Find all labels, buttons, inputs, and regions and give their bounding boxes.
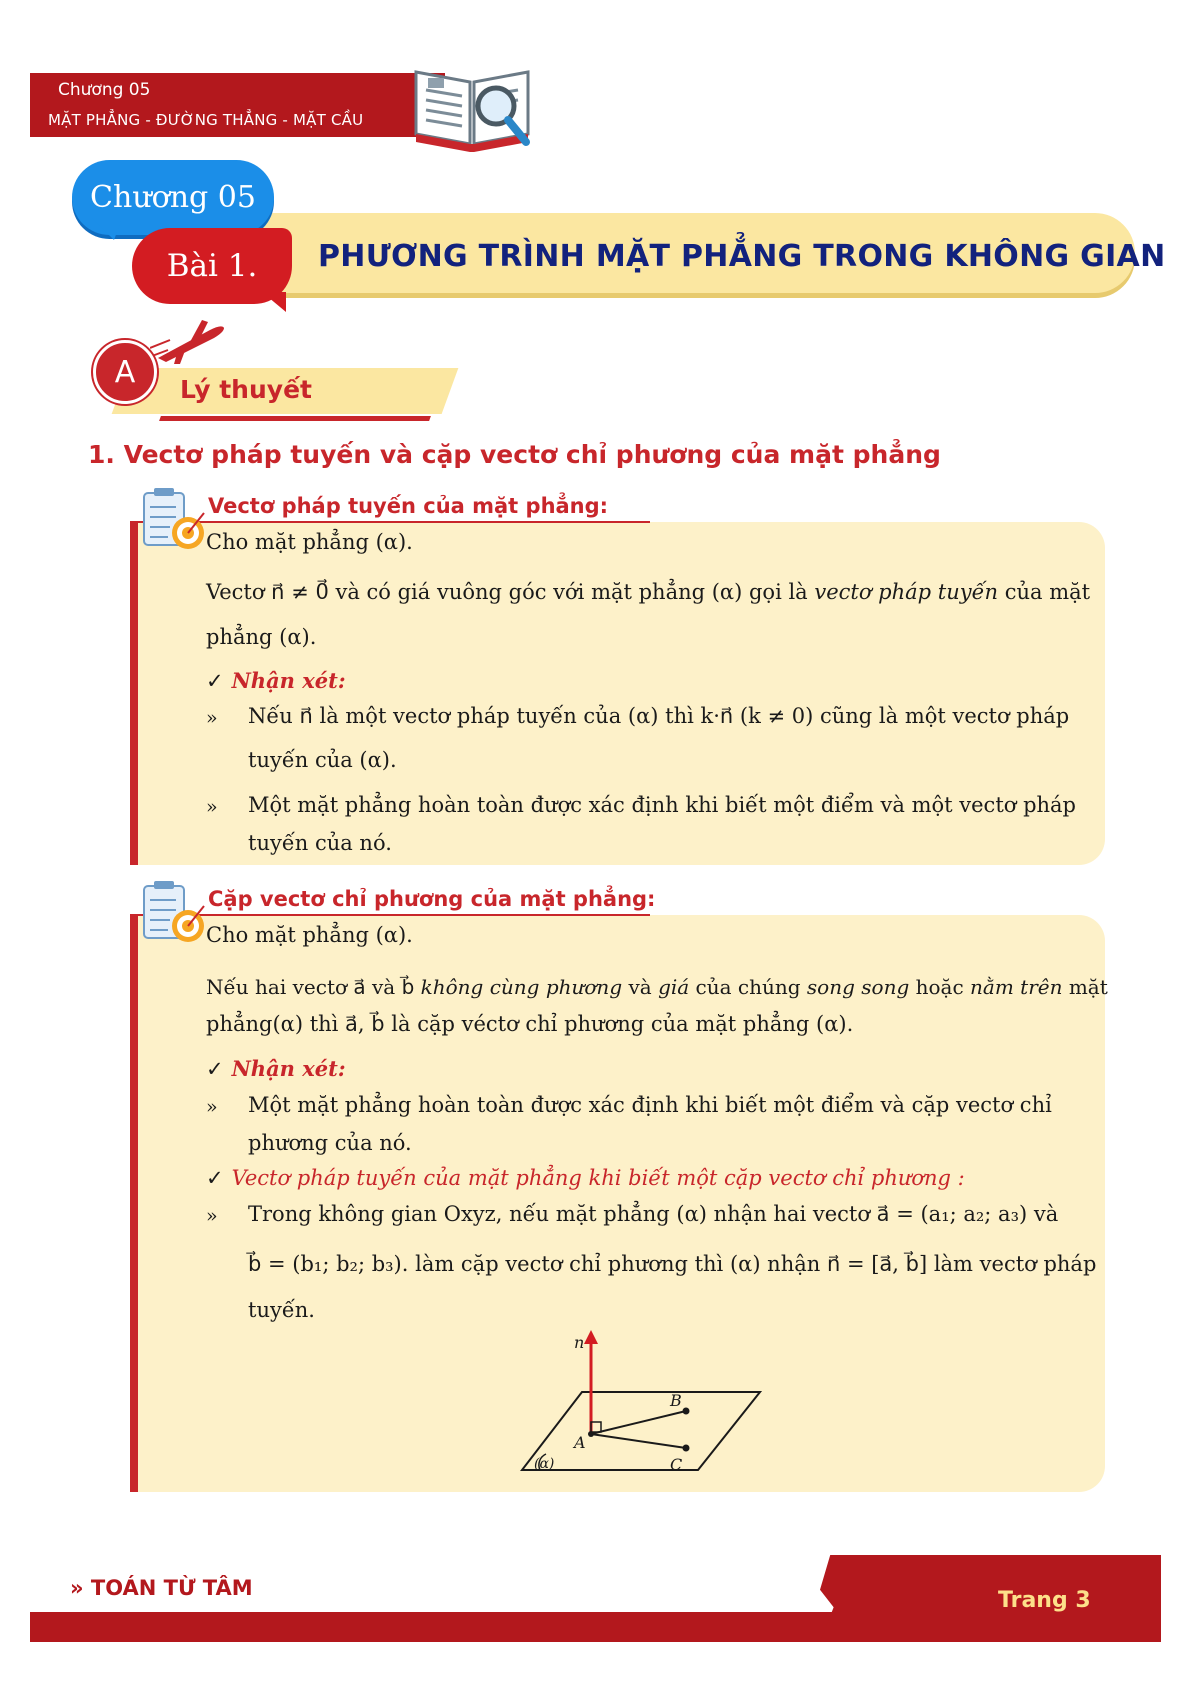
checklist-target-icon (140, 878, 208, 948)
box1-bullet1-line2: tuyến của (α). (248, 748, 397, 772)
lesson-badge: Bài 1. (132, 228, 292, 304)
footer-brand: » TOÁN TỪ TÂM (70, 1576, 253, 1600)
subsection-title: 1. Vectơ pháp tuyến và cặp vectơ chỉ phương của mặt phẳng (88, 440, 941, 469)
footer-page-tab (820, 1555, 1161, 1642)
checklist-target-icon (140, 485, 208, 555)
section-title: Lý thuyết (180, 375, 312, 404)
figure-label-c: C (670, 1455, 683, 1474)
header-topic: MẶT PHẲNG - ĐƯỜNG THẲNG - MẶT CẦU (48, 111, 364, 129)
lesson-badge-tail (262, 292, 286, 312)
box2-normal-vector-label: ✓ Vectơ pháp tuyến của mặt phẳng khi biết một cặp vectơ chỉ phương : (206, 1166, 965, 1190)
box2-bullet2-line3: tuyến. (248, 1298, 315, 1322)
box2-remark-label: ✓ Nhận xét: (206, 1056, 346, 1081)
box-headline-rule (130, 914, 650, 916)
chapter-badge: Chương 05 (72, 160, 274, 235)
lesson-title: PHƯƠNG TRÌNH MẶT PHẲNG TRONG KHÔNG GIAN (318, 239, 1166, 274)
plane-normal-figure (520, 1330, 780, 1490)
box1-bullet1-line1: Nếu n⃗ là một vectơ pháp tuyến của (α) thì k·n⃗ (k ≠ 0) cũng là một vectơ pháp (248, 704, 1070, 728)
airplane-icon (150, 318, 230, 368)
box1-remark-label: ✓ Nhận xét: (206, 668, 346, 693)
bullet-marker: » (206, 796, 218, 818)
box2-definition-line2: phẳng(α) thì a⃗, b⃗ là cặp véctơ chỉ phương của mặt phẳng (α). (206, 1012, 854, 1036)
figure-label-alpha: (α) (534, 1456, 555, 1472)
header-chapter: Chương 05 (58, 80, 151, 100)
bullet-marker: » (206, 1096, 218, 1118)
box2-bullet2-line2: b⃗ = (b₁; b₂; b₃). làm cặp vectơ chỉ phương thì (α) nhận n⃗ = [a⃗, b⃗] làm vectơ pháp (248, 1252, 1097, 1276)
figure-label-a: A (574, 1433, 586, 1452)
box-headline-rule (130, 521, 650, 523)
box1-bullet2-line2: tuyến của nó. (248, 831, 392, 855)
bullet-marker: » (206, 1205, 218, 1227)
section-stripe (159, 416, 431, 421)
book-magnifier-icon (408, 52, 538, 152)
box2-definition-line1: Nếu hai vectơ a⃗ và b⃗ không cùng phương và giá của chúng song song hoặc nằm trên mặt (206, 975, 1108, 999)
page-number: Trang 3 (998, 1588, 1091, 1613)
box1-intro: Cho mặt phẳng (α). (206, 530, 413, 554)
box2-bullet2-line1: Trong không gian Oxyz, nếu mặt phẳng (α) nhận hai vectơ a⃗ = (a₁; a₂; a₃) và (248, 1202, 1059, 1226)
section-letter-badge: A (93, 340, 157, 404)
box1-title: Vectơ pháp tuyến của mặt phẳng: (208, 494, 609, 518)
box2-bullet1-line2: phương của nó. (248, 1131, 412, 1155)
bullet-marker: » (206, 707, 218, 729)
chapter-badge-tail (92, 218, 122, 240)
box2-intro: Cho mặt phẳng (α). (206, 923, 413, 947)
box2-title: Cặp vectơ chỉ phương của mặt phẳng: (208, 887, 656, 911)
box1-bullet2-line1: Một mặt phẳng hoàn toàn được xác định khi biết một điểm và một vectơ pháp (248, 793, 1077, 817)
box1-definition-line2: phẳng (α). (206, 625, 317, 649)
figure-label-n: n (574, 1333, 585, 1352)
box2-bullet1-line1: Một mặt phẳng hoàn toàn được xác định khi biết một điểm và cặp vectơ chỉ (248, 1093, 1052, 1117)
figure-label-b: B (670, 1391, 682, 1410)
box1-definition-line1: Vectơ n⃗ ≠ 0⃗ và có giá vuông góc với mặt phẳng (α) gọi là vectơ pháp tuyến của mặt (206, 580, 1091, 604)
